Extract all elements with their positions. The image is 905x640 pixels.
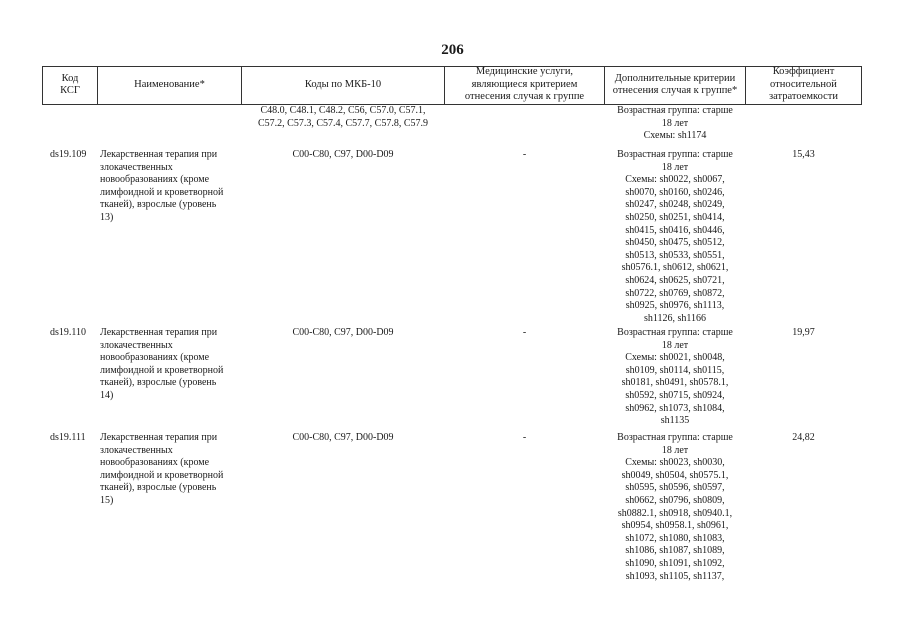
column-divider [861,66,862,104]
row-services: - [522,149,527,160]
row-name: Лекарственная терапия при злокачественных новообразованиях (кроме лимфоидной и кроветворной тканей), взрослые (уровень 15) [100,432,224,506]
row-coefficient: 15,43 [792,149,815,160]
row-code: ds19.109 [50,149,87,160]
row-services: - [522,327,527,338]
row-mkb-codes: C00-C80, C97, D00-D09 [292,327,394,338]
header-services: Медицинские услуги, являющиеся критерием отнесения случая к группе [464,66,585,103]
row-mkb-codes: C00-C80, C97, D00-D09 [292,432,394,443]
row-criteria: Возрастная группа: старше 18 лет Схемы: sh0022, sh0067, sh0070, sh0160, sh0246, sh0247, sh0248, sh0249, sh0250, sh0251, sh0414, sh0415, sh0416, sh0446, sh0450, sh0475, sh0512, sh0513, sh0533, sh0551, sh0576.1, sh0612, sh0621, sh0624, sh0625, sh0721, sh0722, sh0769, sh0872, sh0925, sh0976, sh1113, sh1126, sh1166 [617,149,733,324]
header-criteria: Дополнительные критерии отнесения случая к группе* [612,72,738,96]
page-number: 206 [441,42,464,58]
row-code: ds19.111 [50,432,86,443]
row-coefficient: 19,97 [792,327,815,338]
row-mkb-codes: C00-C80, C97, D00-D09 [292,149,394,160]
continuation-mkb-codes: C48.0, C48.1, C48.2, C56, C57.0, C57.1, C57.2, C57.3, C57.4, C57.7, C57.8, C57.9 [257,105,429,129]
header-name: Наименование* [134,78,205,90]
row-code: ds19.110 [50,327,87,338]
row-services: - [522,432,527,443]
row-criteria: Возрастная группа: старше 18 лет Схемы: sh0023, sh0030, sh0049, sh0504, sh0575.1, sh0595, sh0596, sh0597, sh0662, sh0796, sh0809, sh0882.1, sh0918, sh0940.1, sh0954, sh0958.1, sh0961, sh1072, sh1080, sh1083, sh1086, sh1087, sh1089, sh1090, sh1091, sh1092, sh1093, sh1105, sh1137, [617,432,733,582]
header-code: Код КСГ [60,72,80,96]
header-mkb-codes: Коды по МКБ-10 [304,78,382,90]
row-criteria: Возрастная группа: старше 18 лет Схемы: sh0021, sh0048, sh0109, sh0114, sh0115, sh0181, sh0491, sh0578.1, sh0592, sh0715, sh0924, sh0962, sh1073, sh1084, sh1135 [617,327,733,427]
row-coefficient: 24,82 [792,432,815,443]
row-name: Лекарственная терапия при злокачественных новообразованиях (кроме лимфоидной и кроветворной тканей), взрослые (уровень 14) [100,327,224,401]
header-coefficient: Коэффициент относительной затратоемкости [769,66,838,103]
continuation-criteria: Возрастная группа: старше 18 лет Схемы: sh1174 [617,105,733,142]
row-name: Лекарственная терапия при злокачественных новообразованиях (кроме лимфоидной и кроветворной тканей), взрослые (уровень 13) [100,149,224,223]
